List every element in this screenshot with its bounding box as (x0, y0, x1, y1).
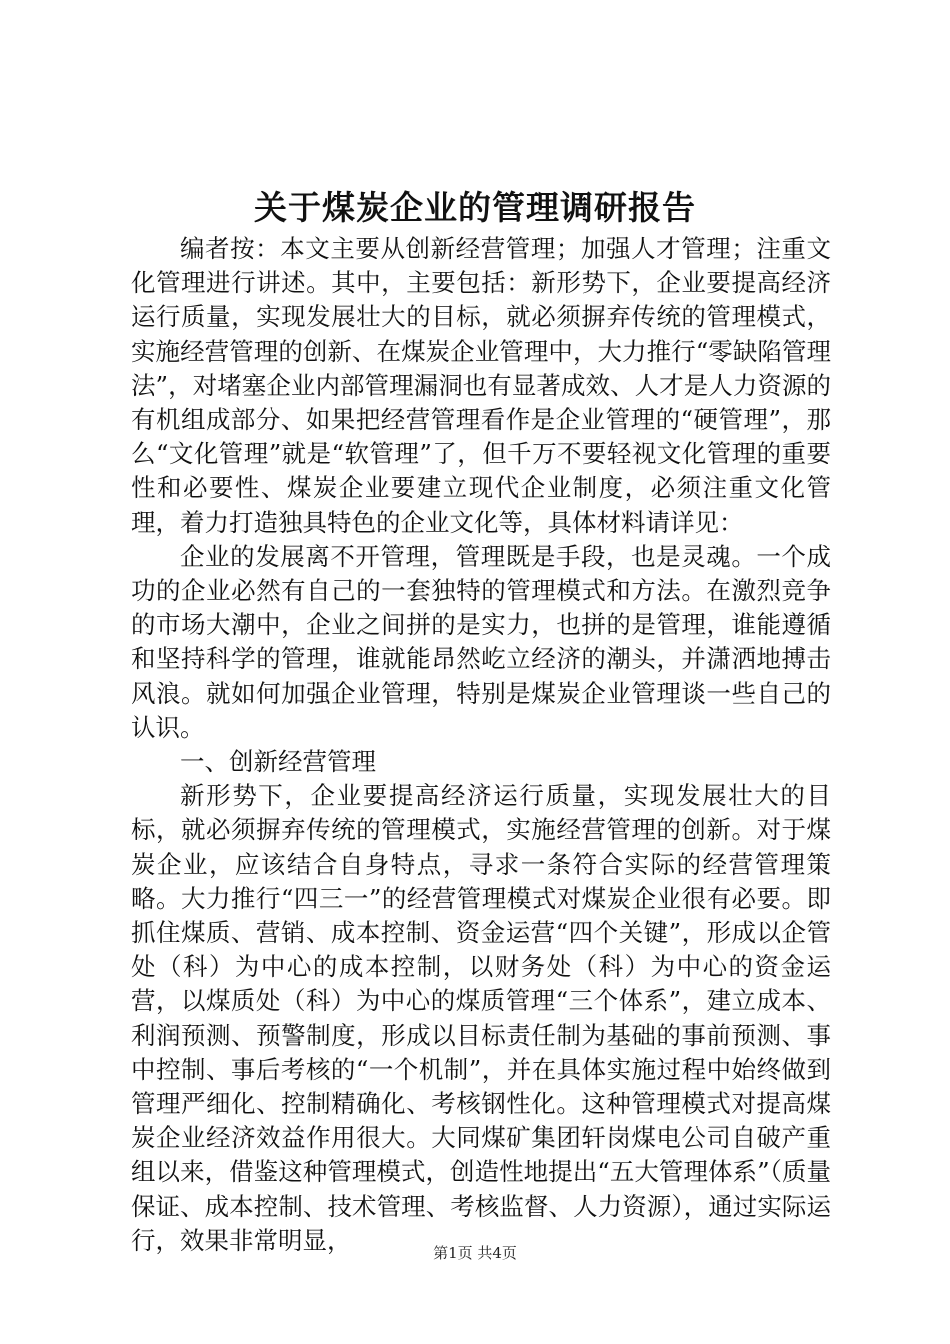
editor-note-paragraph: 编者按：本文主要从创新经营管理；加强人才管理；注重文化管理进行讲述。其中，主要包括：新形势下，企业要提高经济运行质量，实现发展壮大的目标，就必须摒弃传统的管理模式，实施经营管理的创新、在煤炭企业管理中，大力推行“零缺陷管理法”，对堵塞企业内部管理漏洞也有显著成效、人才是人力资源的有机组成部分、如果把经营管理看作是企业管理的“硬管理”，那么“文化管理”就是“软管理”了，但千万不要轻视文化管理的重要性和必要性、煤炭企业要建立现代企业制度，必须注重文化管理，着力打造独具特色的企业文化等，具体材料请详见： (131, 234, 831, 537)
document-body (131, 232, 831, 1258)
page-number-footer: 第1页 共4页 (433, 1244, 517, 1262)
intro-paragraph: 企业的发展离不开管理，管理既是手段，也是灵魂。一个成功的企业必然有自己的一套独特的管理模式和方法。在激烈竞争的市场大潮中，企业之间拼的是实力，也拼的是管理，谁能遵循和坚持科学的管理，谁就能昂然屹立经济的潮头，并潇洒地搏击风浪。就如何加强企业管理，特别是煤炭企业管理谈一些自己的认识。 (131, 541, 831, 742)
section-heading: 一、创新经营管理 (180, 747, 376, 777)
section-paragraph: 新形势下，企业要提高经济运行质量，实现发展壮大的目标，就必须摒弃传统的管理模式，实施经营管理的创新。对于煤炭企业，应该结合自身特点，寻求一条符合实际的经营管理策略。大力推行“四三一”的经营管理模式对煤炭企业很有必要。即抓住煤质、营销、成本控制、资金运营“四个关键”，形成以企管处（科）为中心的成本控制，以财务处（科）为中心的资金运营，以煤质处（科）为中心的煤质管理“三个体系”，建立成本、利润预测、预警制度，形成以目标责任制为基础的事前预测、事中控制、事后考核的“一个机制”，并在具体实施过程中始终做到管理严细化、控制精确化、考核钢性化。这种管理模式对提高煤炭企业经济效益作用很大。大同煤矿集团轩岗煤电公司自破产重组以来，借鉴这种管理模式，创造性地提出“五大管理体系”（质量保证、成本控制、技术管理、考核监督、人力资源），通过实际运行，效果非常明显， (131, 781, 831, 1255)
page-title: 关于煤炭企业的管理调研报告 (254, 188, 696, 227)
